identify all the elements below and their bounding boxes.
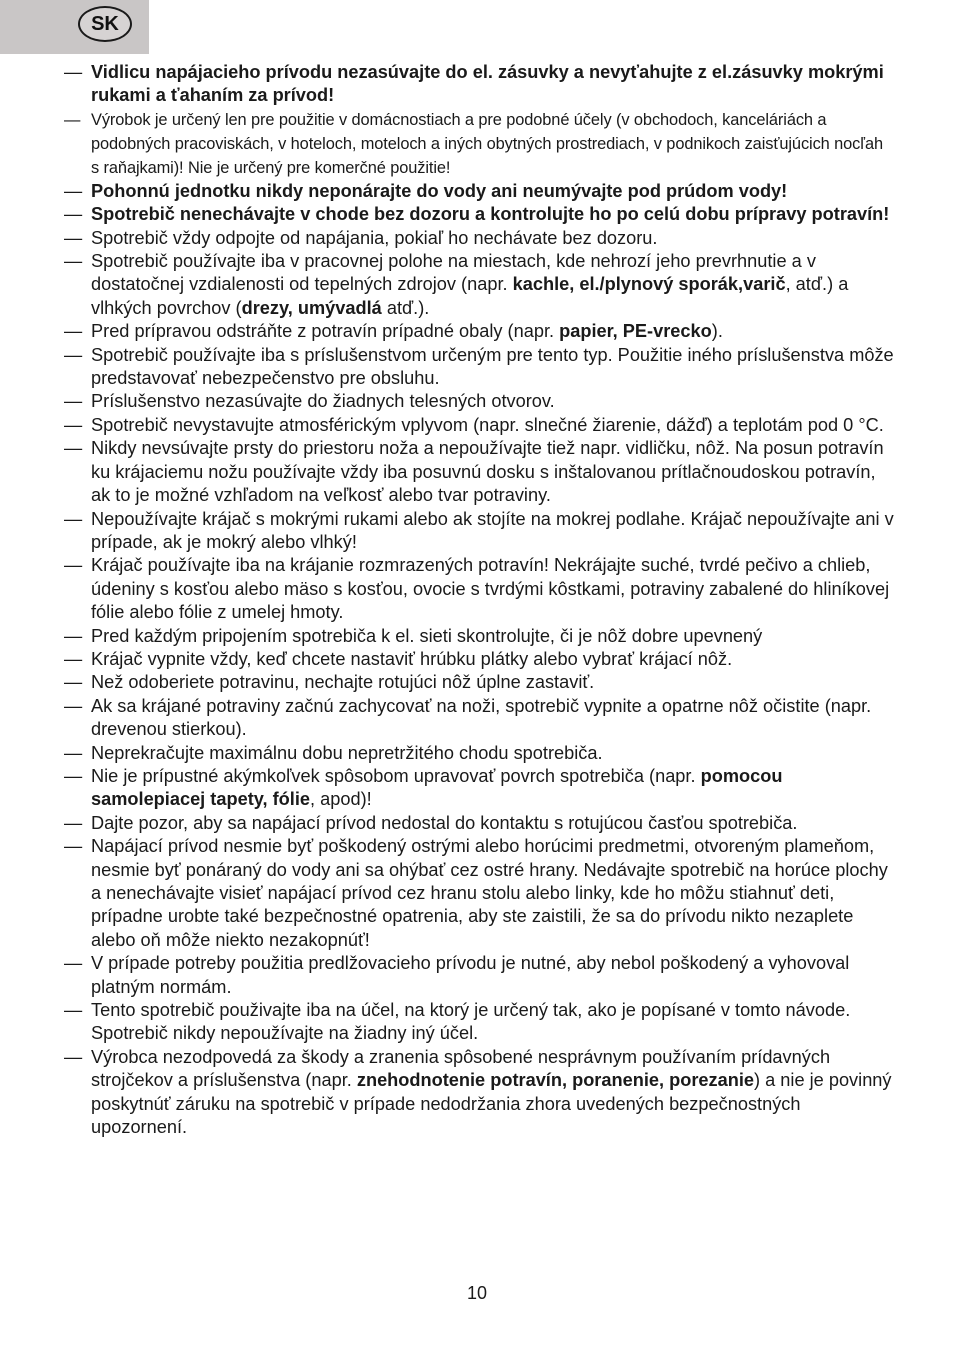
safety-instruction-text <box>91 999 894 1046</box>
list-dash: — <box>64 508 83 529</box>
safety-instruction-item <box>64 203 894 226</box>
text-segment: , apod)! <box>310 789 372 810</box>
safety-instruction-item <box>64 554 894 624</box>
text-segment: V prípade potreby použitia predlžovacieho prívodu je nutné, aby nebol poškodený a vyhovoval platným normám. <box>91 953 850 997</box>
safety-instruction-text <box>91 390 894 413</box>
text-segment: , atď.) a vlhkých povrchov ( <box>91 274 849 318</box>
safety-instruction-item <box>64 812 894 835</box>
list-dash: — <box>64 62 83 82</box>
text-segment: Príslušenstvo nezasúvajte do žiadnych telesných otvorov. <box>91 391 555 412</box>
text-segment: Spotrebič vždy odpojte od napájania, pokiaľ ho nechávate bez dozoru. <box>91 227 658 248</box>
list-dash: — <box>64 438 83 459</box>
text-segment: Spotrebič používajte iba s príslušenstvom určeným pre tento typ. Použitie iného príslušenstva môže predstavovať nebezpečenstvo pre obsluhu. <box>91 344 894 389</box>
safety-instruction-item <box>64 952 894 999</box>
safety-instruction-text <box>91 414 894 437</box>
text-segment: Výrobca nezodpovedá za škody a zranenia spôsobené nesprávnym používaním prídavných strojčekov a príslušenstva (napr. <box>91 1046 831 1091</box>
list-dash: — <box>64 414 83 435</box>
safety-instruction-text <box>91 554 894 624</box>
page-number: 10 <box>466 1283 488 1303</box>
list-dash: — <box>64 180 83 201</box>
text-segment: ) a nie je povinný poskytnúť záruku na spotrebič v prípade nedodržania zhora uvedených bezpečnostných upozornení. <box>91 1070 892 1138</box>
list-dash: — <box>64 742 83 763</box>
safety-instruction-text <box>91 1046 894 1140</box>
safety-instruction-text <box>91 437 894 507</box>
safety-instruction-text <box>91 835 894 952</box>
safety-instruction-text <box>91 320 894 343</box>
emphasized-text: Pohonnú jednotku nikdy neponárajte do vody ani neumývajte pod prúdom vody! <box>91 180 788 201</box>
safety-instruction-item <box>64 648 894 671</box>
safety-instruction-item <box>64 414 894 437</box>
safety-instruction-item <box>64 437 894 507</box>
safety-instruction-text <box>91 508 894 555</box>
list-dash: — <box>64 321 83 342</box>
list-dash: — <box>64 625 83 646</box>
emphasized-text: Vidlicu napájacieho prívodu nezasúvajte do el. zásuvky a nevyťahujte z el.zásuvky mokrými rukami a ťahaním za prívod! <box>91 62 884 106</box>
safety-instruction-item <box>64 227 894 250</box>
list-dash: — <box>64 1046 83 1067</box>
emphasized-text: papier, PE-vrecko <box>559 321 712 342</box>
safety-instruction-item <box>64 671 894 694</box>
safety-instruction-text <box>91 648 894 671</box>
list-dash: — <box>64 672 83 693</box>
safety-instruction-item <box>64 625 894 648</box>
list-dash: — <box>64 344 83 365</box>
list-dash: — <box>64 227 83 248</box>
text-segment: Výrobok je určený len pre použitie v domácnostiach a pre podobné účely (v obchodoch, kanceláriách a podobných pracoviskách, v hoteloch, moteloch a iných obytných prostrediach, v podnikoch zaisťujúcich nocľah s raňajkami)! Nie je určený pre komerčné použitie! <box>91 110 883 177</box>
text-segment: Než odoberiete potravinu, nechajte rotujúci nôž úplne zastaviť. <box>91 672 595 693</box>
list-dash: — <box>64 1000 83 1021</box>
safety-instruction-item <box>64 742 894 765</box>
safety-instruction-item <box>64 1046 894 1140</box>
text-segment: Nepoužívajte krájač s mokrými rukami alebo ak stojíte na mokrej podlahe. Krájač nepoužívajte ani v prípade, ak je mokrý alebo vlhký! <box>91 508 894 552</box>
safety-instruction-text <box>91 344 894 391</box>
list-dash: — <box>64 836 83 857</box>
emphasized-text: Spotrebič nenechávajte v chode bez dozoru a kontrolujte ho po celú dobu prípravy potravín! <box>91 204 890 225</box>
safety-instruction-text <box>91 61 894 108</box>
safety-instruction-item <box>64 508 894 555</box>
text-segment: Tento spotrebič použivajte iba na účel, na ktorý je určený tak, ako je popísané v tomto návode. Spotrebič nikdy nepoužívajte na žiadny iný účel. <box>91 1000 851 1044</box>
text-segment: Spotrebič používajte iba v pracovnej polohe na miestach, kde nehrozí jeho prevrhnutie a v dostatočnej vzdialenosti od tepelných zdrojov (napr. <box>91 251 816 295</box>
list-dash: — <box>64 953 83 974</box>
text-segment: ). <box>711 321 723 342</box>
safety-instruction-item <box>64 61 894 108</box>
safety-instruction-item <box>64 390 894 413</box>
safety-instructions-list <box>64 61 894 1139</box>
text-segment: Napájací prívod nesmie byť poškodený ostrými alebo horúcimi predmetmi, otvoreným plameňom, nesmie byť ponáraný do vody ani sa ohýbať cez ostré hrany. Nedávajte spotrebič na horúce plochy a nenechávajte visieť napájací prívod cez hranu stolu alebo linky, kde ho môžu stiahnuť deti, prípadne urobte také bezpečnostné opatrenia, aby ste zaistili, že sa do prívodu nikto nezaplete alebo oň môže niekto nezakopnúť! <box>91 836 888 950</box>
text-segment: Pred každým pripojením spotrebiča k el. sieti skontrolujte, či je nôž dobre upevnený <box>91 625 763 646</box>
emphasized-text: pomocou samolepiacej tapety, fólie <box>91 765 783 810</box>
safety-instruction-item <box>64 108 894 180</box>
safety-instruction-text <box>91 742 894 765</box>
safety-instruction-text <box>91 227 894 250</box>
safety-instruction-item <box>64 344 894 391</box>
safety-instruction-item <box>64 180 894 203</box>
text-segment: Pred prípravou odstráňte z potravín prípadné obaly (napr. <box>91 321 560 342</box>
list-dash: — <box>64 812 83 833</box>
safety-instruction-item <box>64 765 894 812</box>
text-segment: Krájač vypnite vždy, keď chcete nastaviť hrúbku plátky alebo vybrať krájací nôž. <box>91 648 733 669</box>
text-segment: Dajte pozor, aby sa napájací prívod nedostal do kontaktu s rotujúcou časťou spotrebiča. <box>91 812 798 833</box>
safety-instruction-text <box>91 671 894 694</box>
emphasized-text: znehodnotenie potravín, poranenie, porezanie <box>356 1070 755 1091</box>
safety-instruction-item <box>64 320 894 343</box>
safety-instruction-item <box>64 250 894 320</box>
language-tab <box>0 0 149 54</box>
list-dash: — <box>64 110 81 129</box>
list-dash: — <box>64 695 83 716</box>
safety-instruction-text <box>91 108 894 180</box>
safety-instruction-text <box>91 695 894 742</box>
text-segment: atď.). <box>381 297 430 318</box>
list-dash: — <box>64 648 83 669</box>
list-dash: — <box>64 555 83 576</box>
safety-instruction-text <box>91 952 894 999</box>
safety-instruction-item <box>64 835 894 952</box>
list-dash: — <box>64 391 83 412</box>
safety-instruction-text <box>91 812 894 835</box>
text-segment: Spotrebič nevystavujte atmosférickým vplyvom (napr. slnečné žiarenie, dážď) a teplotám pod 0 °C. <box>91 414 884 435</box>
language-badge: SK <box>78 6 132 42</box>
emphasized-text: drezy, umývadlá <box>241 297 382 318</box>
safety-instruction-text <box>91 180 894 203</box>
text-segment: Neprekračujte maximálnu dobu nepretržitého chodu spotrebiča. <box>91 742 603 763</box>
emphasized-text: kachle, el./plynový sporák,varič <box>512 274 786 295</box>
safety-instruction-text <box>91 625 894 648</box>
list-dash: — <box>64 204 83 225</box>
safety-instruction-text <box>91 203 894 226</box>
text-segment: Ak sa krájané potraviny začnú zachycovať na noži, spotrebič vypnite a opatrne nôž očistite (napr. drevenou stierkou). <box>91 695 872 740</box>
safety-instruction-item <box>64 695 894 742</box>
safety-instruction-text <box>91 765 894 812</box>
list-dash: — <box>64 251 83 272</box>
text-segment: Nikdy nevsúvajte prsty do priestoru noža a nepoužívajte tiež napr. vidličku, nôž. Na posun potravín ku krájaciemu nožu používajte vždy iba posuvnú dosku s inštalovanou prítlačnoudoskou potravín, ak to je možné vzhľadom na veľkosť alebo tvar potraviny. <box>91 438 884 506</box>
safety-instruction-item <box>64 999 894 1046</box>
text-segment: Nie je prípustné akýmkoľvek spôsobom upravovať povrch spotrebiča (napr. <box>91 765 701 786</box>
safety-instruction-text <box>91 250 894 320</box>
text-segment: Krájač používajte iba na krájanie rozmrazených potravín! Nekrájajte suché, tvrdé pečivo a chlieb, údeniny s kosťou alebo mäso s kosťou, ovocie s tvrdými kôstkami, potraviny zabalené do hliníkovej fólie alebo fólie z umelej hmoty. <box>91 555 890 623</box>
list-dash: — <box>64 765 83 786</box>
